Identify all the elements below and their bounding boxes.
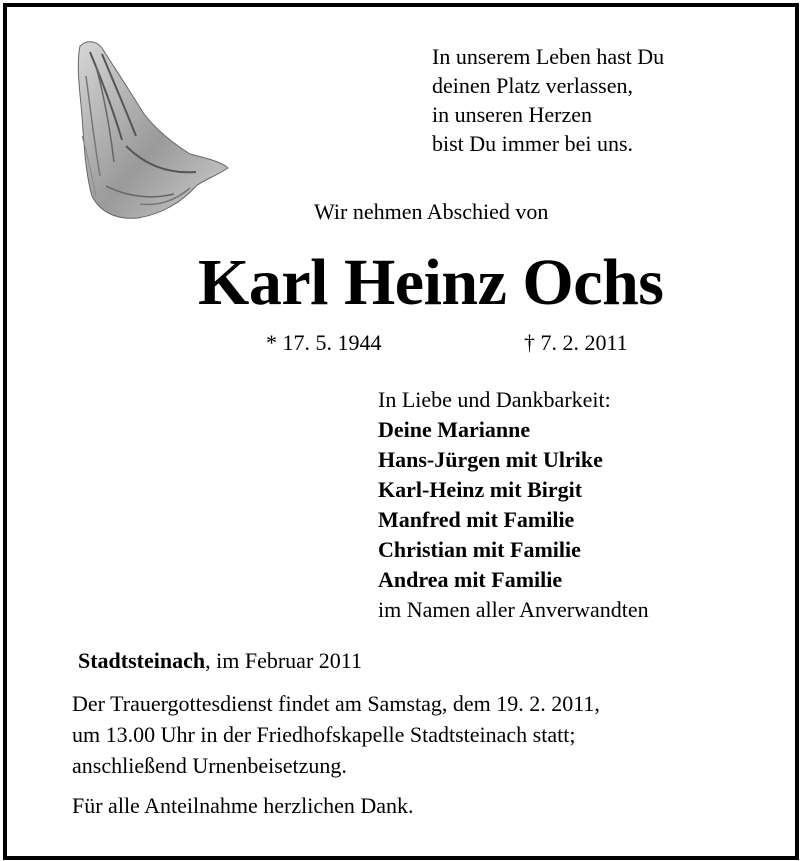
town-name: Stadtsteinach — [78, 648, 206, 673]
family-list — [378, 385, 649, 625]
family-member: Karl-Heinz mit Birgit — [378, 477, 583, 502]
family-intro: In Liebe und Dankbarkeit: — [378, 387, 611, 412]
family-member: Hans-Jürgen mit Ulrike — [378, 447, 603, 472]
family-outro: im Namen aller Anverwandten — [378, 597, 649, 622]
memorial-poem — [432, 42, 664, 158]
family-member: Andrea mit Familie — [378, 567, 563, 592]
birth-date: * 17. 5. 1944 — [266, 330, 382, 355]
service-notice — [72, 688, 600, 781]
service-line: Der Trauergottesdienst findet am Samstag, dem 19. 2. 2011, — [72, 691, 600, 716]
thanks-line: Für alle Anteilnahme herzlichen Dank. — [72, 793, 414, 818]
farewell-line: Wir nehmen Abschied von — [314, 199, 549, 224]
family-member: Christian mit Familie — [378, 537, 581, 562]
service-line: anschließend Urnenbeisetzung. — [72, 753, 347, 778]
poem-line: deinen Platz verlassen, — [432, 73, 633, 98]
poem-line: In unserem Leben hast Du — [432, 44, 665, 69]
service-line: um 13.00 Uhr in der Friedhofskapelle Stadtsteinach statt; — [72, 722, 576, 747]
poem-line: in unseren Herzen — [432, 102, 593, 127]
deceased-name: Karl Heinz Ochs — [198, 246, 664, 319]
family-member: Deine Marianne — [378, 417, 531, 442]
place-date-line — [78, 646, 362, 675]
month-year: , im Februar 2011 — [205, 648, 362, 673]
family-member: Manfred mit Familie — [378, 507, 575, 532]
praying-hands-icon — [66, 36, 232, 220]
death-date: † 7. 2. 2011 — [524, 330, 628, 355]
poem-line: bist Du immer bei uns. — [432, 131, 634, 156]
